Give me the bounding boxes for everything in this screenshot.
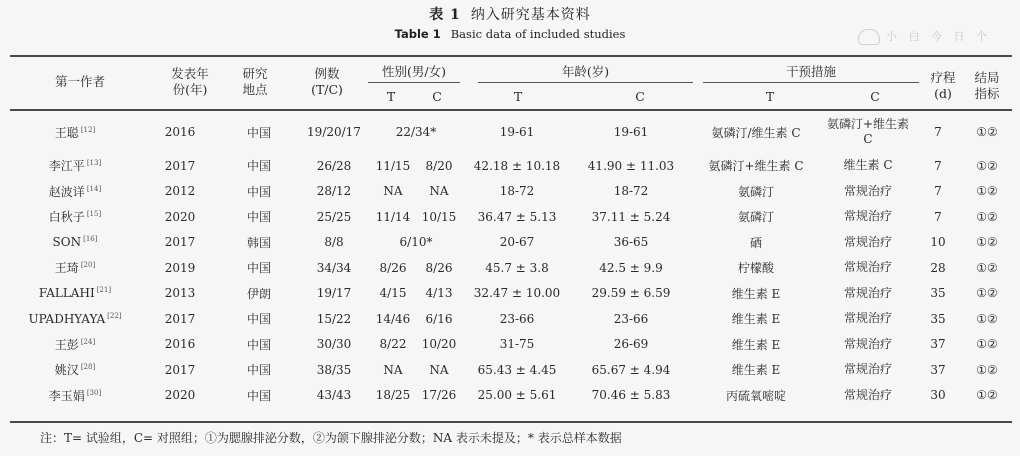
table-note: 注：T= 试验组，C= 对照组；①为腮腺排泌分数，②为颌下腺排泌分数；NA 表示未提及；* 表示总样本数据 bbox=[40, 431, 622, 445]
watermark-logo-icon bbox=[858, 29, 880, 45]
cell-sex-t: 14/46 bbox=[375, 311, 411, 326]
cell-intervention-c: 常规治疗 bbox=[843, 183, 892, 198]
cell-location: 中国 bbox=[246, 312, 271, 327]
author-name: 赵波详 bbox=[48, 184, 85, 199]
cell-outcome: ①② bbox=[976, 184, 998, 199]
reference-marker: [12] bbox=[80, 125, 96, 134]
cell-age-c: 42.5 ± 9.9 bbox=[599, 260, 663, 275]
cell-intervention-t: 硒 bbox=[749, 235, 762, 250]
cell-intervention-t: 氨磷汀 bbox=[737, 184, 774, 199]
cell-age-c: 26-69 bbox=[613, 337, 649, 352]
author-name: 白秋子 bbox=[48, 210, 85, 225]
reference-marker: [16] bbox=[83, 235, 98, 244]
cell-year: 2013 bbox=[164, 286, 196, 301]
cell-location: 中国 bbox=[246, 337, 271, 352]
cell-course: 7 bbox=[934, 125, 942, 139]
table-label-cn: 表 1 bbox=[429, 7, 461, 23]
cell-course: 10 bbox=[930, 235, 946, 250]
cell-sex-t: 11/15 bbox=[375, 158, 411, 173]
table-row bbox=[10, 204, 1012, 230]
cell-author bbox=[10, 153, 140, 179]
header-sex: 性别(男/女) bbox=[382, 64, 446, 79]
cell-intervention-t: 丙硫氧嘧啶 bbox=[725, 388, 786, 403]
cell-intervention-c: 常规治疗 bbox=[843, 234, 892, 249]
cell-author bbox=[10, 281, 140, 307]
cell-course: 30 bbox=[930, 388, 946, 403]
header-int-c: C bbox=[870, 89, 880, 104]
header-outcome: 结局 指标 bbox=[974, 70, 1000, 101]
cell-age-c: 19-61 bbox=[613, 125, 649, 139]
cell-cases: 30/30 bbox=[316, 337, 352, 352]
header-course: 疗程 (d) bbox=[930, 70, 956, 101]
cell-year: 2017 bbox=[164, 235, 196, 250]
cell-sex-t: 8/26 bbox=[379, 260, 407, 275]
cell-sex-c: NA bbox=[429, 362, 449, 377]
cell-age-c: 29.59 ± 6.59 bbox=[591, 286, 671, 301]
cell-cases: 26/28 bbox=[316, 158, 352, 173]
cell-cases: 25/25 bbox=[316, 209, 352, 224]
author-name: 王聪 bbox=[54, 125, 79, 140]
cell-outcome: ①② bbox=[976, 158, 998, 173]
cell-location: 中国 bbox=[246, 184, 271, 199]
table-row bbox=[10, 230, 1012, 256]
bottom-rule bbox=[10, 421, 1012, 423]
cell-author bbox=[10, 306, 140, 332]
table-row bbox=[10, 281, 1012, 307]
cell-age-t: 23-66 bbox=[499, 311, 535, 326]
cell-author bbox=[10, 255, 140, 281]
cell-year: 2019 bbox=[164, 260, 196, 275]
cell-age-t: 32.47 ± 10.00 bbox=[473, 286, 561, 301]
cell-intervention-c: 常规治疗 bbox=[843, 336, 892, 351]
cell-intervention-c: 维生素 C bbox=[843, 158, 893, 173]
reference-marker: [28] bbox=[80, 363, 96, 372]
cell-location: 中国 bbox=[246, 125, 271, 140]
cell-intervention-c: 常规治疗 bbox=[843, 362, 892, 377]
cell-author bbox=[10, 332, 140, 358]
header-age-c: C bbox=[635, 89, 645, 104]
cell-intervention-t: 柠檬酸 bbox=[737, 261, 774, 276]
cell-course: 35 bbox=[930, 311, 946, 326]
cell-intervention-t: 氨磷汀+维生素 C bbox=[708, 159, 804, 174]
cell-sex-c: 4/13 bbox=[425, 286, 453, 301]
cell-cases: 28/12 bbox=[316, 184, 352, 199]
cell-year: 2016 bbox=[164, 125, 196, 139]
cell-course: 37 bbox=[930, 362, 946, 377]
cell-year: 2017 bbox=[164, 362, 196, 377]
reference-marker: [13] bbox=[86, 159, 102, 168]
author-name: UPADHYAYA bbox=[28, 311, 106, 326]
author-name: FALLAHI bbox=[38, 286, 95, 301]
cell-age-c: 37.11 ± 5.24 bbox=[591, 209, 671, 224]
cell-course: 7 bbox=[934, 184, 942, 199]
cell-location: 中国 bbox=[246, 388, 271, 403]
header-author: 第一作者 bbox=[54, 74, 105, 89]
table-row bbox=[10, 306, 1012, 332]
cell-year: 2017 bbox=[164, 311, 196, 326]
cell-age-c: 41.90 ± 11.03 bbox=[587, 158, 675, 173]
studies-table bbox=[10, 111, 1012, 408]
author-name: 李玉娟 bbox=[48, 388, 85, 403]
cell-sex-t: NA bbox=[383, 184, 403, 199]
table-caption-cn: 纳入研究基本资料 bbox=[470, 7, 591, 23]
cell-outcome: ①② bbox=[976, 125, 998, 139]
cell-sex-c: 10/15 bbox=[421, 209, 457, 224]
header-age-t: T bbox=[513, 89, 523, 104]
header-sex-c: C bbox=[432, 89, 442, 104]
cell-age-c: 70.46 ± 5.83 bbox=[591, 388, 671, 403]
cell-age-c: 23-66 bbox=[613, 311, 649, 326]
intervention-group-rule bbox=[703, 82, 919, 83]
table-caption-en: Basic data of included studies bbox=[450, 27, 626, 41]
cell-cases: 19/20/17 bbox=[307, 125, 361, 139]
cell-age-t: 42.18 ± 10.18 bbox=[473, 158, 561, 173]
cell-outcome: ①② bbox=[976, 286, 998, 301]
cell-author bbox=[10, 230, 140, 256]
cell-sex-total: 22/34* bbox=[395, 125, 437, 139]
cell-intervention-c: 常规治疗 bbox=[843, 285, 892, 300]
reference-marker: [14] bbox=[86, 184, 102, 193]
cell-location: 中国 bbox=[246, 210, 271, 225]
cell-year: 2016 bbox=[164, 337, 196, 352]
cell-outcome: ①② bbox=[976, 337, 998, 352]
table-row bbox=[10, 383, 1012, 409]
header-int-t: T bbox=[765, 89, 775, 104]
table-row bbox=[10, 357, 1012, 383]
cell-outcome: ①② bbox=[976, 209, 998, 224]
cell-intervention-t: 维生素 E bbox=[731, 312, 781, 327]
cell-outcome: ①② bbox=[976, 388, 998, 403]
table-row bbox=[10, 255, 1012, 281]
cell-cases: 15/22 bbox=[316, 311, 352, 326]
cell-age-t: 18-72 bbox=[499, 184, 535, 199]
cell-intervention-t: 维生素 E bbox=[731, 286, 781, 301]
reference-marker: [15] bbox=[86, 210, 102, 219]
cell-location: 中国 bbox=[246, 159, 271, 174]
cell-intervention-t: 维生素 E bbox=[731, 363, 781, 378]
cell-intervention-c: 常规治疗 bbox=[843, 311, 892, 326]
cell-location: 中国 bbox=[246, 363, 271, 378]
cell-sex-c: 17/26 bbox=[421, 388, 457, 403]
table-label-en: Table 1 bbox=[394, 27, 441, 41]
cell-course: 28 bbox=[930, 260, 946, 275]
cell-sex-t: NA bbox=[383, 362, 403, 377]
header-location: 研究 地点 bbox=[242, 66, 268, 97]
table-row bbox=[10, 153, 1012, 179]
cell-location: 韩国 bbox=[246, 235, 271, 250]
table-row bbox=[10, 111, 1012, 153]
cell-age-c: 36-65 bbox=[613, 235, 649, 250]
cell-age-c: 18-72 bbox=[613, 184, 649, 199]
cell-intervention-t: 氨磷汀/维生素 C bbox=[711, 125, 801, 140]
cell-year: 2020 bbox=[164, 388, 196, 403]
cell-age-c: 65.67 ± 4.94 bbox=[591, 362, 671, 377]
cell-outcome: ①② bbox=[976, 311, 998, 326]
cell-age-t: 31-75 bbox=[499, 337, 535, 352]
cell-sex-c: 6/16 bbox=[425, 311, 453, 326]
cell-cases: 34/34 bbox=[316, 260, 352, 275]
cell-age-t: 19-61 bbox=[499, 125, 535, 139]
cell-sex-total: 6/10* bbox=[399, 235, 433, 250]
cell-age-t: 20-67 bbox=[499, 235, 535, 250]
cell-intervention-t: 氨磷汀 bbox=[737, 210, 774, 225]
cell-sex-c: 10/20 bbox=[421, 337, 457, 352]
cell-outcome: ①② bbox=[976, 362, 998, 377]
reference-marker: [22] bbox=[107, 311, 122, 320]
cell-intervention-c: 常规治疗 bbox=[843, 387, 892, 402]
cell-outcome: ①② bbox=[976, 235, 998, 250]
cell-sex-c: 8/26 bbox=[425, 260, 453, 275]
cell-age-t: 65.43 ± 4.45 bbox=[477, 362, 557, 377]
cell-course: 35 bbox=[930, 286, 946, 301]
table-title-cn bbox=[0, 4, 1020, 24]
cell-location: 中国 bbox=[246, 261, 271, 276]
author-name: 王彭 bbox=[54, 337, 79, 352]
reference-marker: [24] bbox=[80, 337, 96, 346]
reference-marker: [21] bbox=[96, 286, 112, 295]
cell-author bbox=[10, 357, 140, 383]
cell-location: 伊朗 bbox=[246, 286, 271, 301]
sex-group-rule bbox=[368, 82, 460, 83]
cell-sex-t: 4/15 bbox=[379, 286, 407, 301]
table-row bbox=[10, 332, 1012, 358]
cell-author bbox=[10, 179, 140, 205]
cell-sex-t: 18/25 bbox=[375, 388, 411, 403]
cell-sex-c: 8/20 bbox=[425, 158, 453, 173]
cell-intervention-t: 维生素 E bbox=[731, 337, 781, 352]
cell-intervention-c: 氨磷汀+维生素 C bbox=[826, 117, 910, 146]
author-name: 李江平 bbox=[48, 159, 85, 174]
top-rule bbox=[10, 55, 1012, 57]
table-row bbox=[10, 179, 1012, 205]
cell-age-t: 25.00 ± 5.61 bbox=[477, 388, 557, 403]
cell-age-t: 36.47 ± 5.13 bbox=[477, 209, 557, 224]
cell-course: 37 bbox=[930, 337, 946, 352]
header-intervention: 干预措施 bbox=[785, 64, 836, 79]
cell-cases: 38/35 bbox=[316, 362, 352, 377]
author-name: 姚汉 bbox=[54, 363, 79, 378]
cell-author bbox=[10, 383, 140, 409]
cell-age-t: 45.7 ± 3.8 bbox=[485, 260, 549, 275]
header-age: 年龄(岁) bbox=[561, 64, 610, 79]
cell-author bbox=[10, 111, 140, 153]
cell-intervention-c: 常规治疗 bbox=[843, 260, 892, 275]
cell-sex-t: 11/14 bbox=[375, 209, 411, 224]
cell-year: 2012 bbox=[164, 184, 196, 199]
cell-sex-c: NA bbox=[429, 184, 449, 199]
cell-course: 7 bbox=[934, 158, 942, 173]
cell-author bbox=[10, 204, 140, 230]
cell-year: 2017 bbox=[164, 158, 196, 173]
reference-marker: [20] bbox=[80, 261, 96, 270]
cell-intervention-c: 常规治疗 bbox=[843, 209, 892, 224]
age-group-rule bbox=[478, 82, 693, 83]
author-name: SON bbox=[52, 235, 82, 250]
reference-marker: [30] bbox=[86, 388, 102, 397]
author-name: 王琦 bbox=[54, 261, 79, 276]
header-sex-t: T bbox=[386, 89, 396, 104]
watermark: 小 白 今 日 个 bbox=[858, 28, 991, 45]
cell-outcome: ①② bbox=[976, 260, 998, 275]
cell-cases: 8/8 bbox=[324, 235, 344, 250]
cell-year: 2020 bbox=[164, 209, 196, 224]
cell-cases: 43/43 bbox=[316, 388, 352, 403]
cell-course: 7 bbox=[934, 209, 942, 224]
header-cases: 例数 (T/C) bbox=[311, 66, 343, 97]
header-year: 发表年 份(年) bbox=[171, 66, 209, 97]
cell-cases: 19/17 bbox=[316, 286, 352, 301]
cell-sex-t: 8/22 bbox=[379, 337, 407, 352]
